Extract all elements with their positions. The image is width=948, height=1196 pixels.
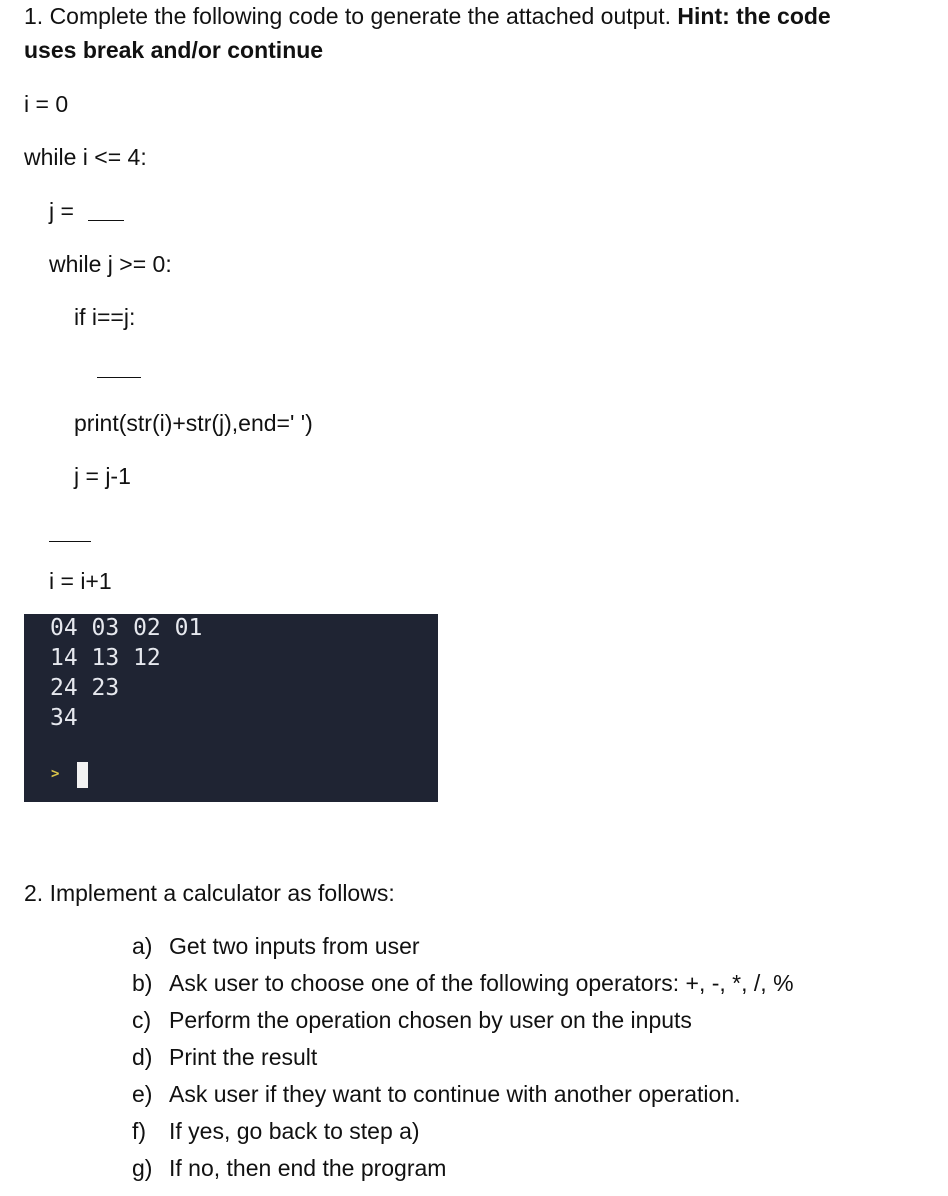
- code-line-j-decrement: j = j-1: [74, 463, 131, 489]
- code-line-if: if i==j:: [74, 304, 136, 330]
- list-item-text: If yes, go back to step a): [169, 1118, 420, 1144]
- code-line-outer-while: while i <= 4:: [24, 144, 147, 170]
- code-line-inner-while: while j >= 0:: [49, 251, 172, 277]
- list-item: [132, 1078, 741, 1110]
- question-1-text: 1. Complete the following code to generate the attached output.: [24, 3, 678, 29]
- question-2-title: 2. Implement a calculator as follows:: [24, 880, 395, 906]
- list-item-text: Perform the operation chosen by user on the inputs: [169, 1007, 692, 1033]
- list-item-text: Ask user to choose one of the following operators: +, -, *, /, %: [169, 970, 794, 996]
- list-item-text: Get two inputs from user: [169, 933, 420, 959]
- question-1-heading: [24, 0, 831, 33]
- output-line-4: 34: [50, 705, 78, 731]
- list-item-label: a): [132, 933, 153, 959]
- blank-after-inner-loop: [49, 541, 91, 542]
- code-line-j-assign: j =: [49, 198, 74, 224]
- blank-j-value: [88, 220, 124, 221]
- hint-text: Hint: the code: [677, 3, 831, 29]
- output-line-2: 14 13 12: [50, 645, 161, 671]
- cursor-icon: [77, 762, 88, 788]
- list-item: [132, 1115, 420, 1147]
- list-item-text: Ask user if they want to continue with another operation.: [169, 1081, 741, 1107]
- list-item: [132, 1152, 446, 1184]
- list-item-label: d): [132, 1044, 153, 1070]
- list-item: [132, 1041, 317, 1073]
- hint-text-continued: uses break and/or continue: [24, 37, 324, 63]
- list-item: [132, 930, 420, 962]
- list-item-label: e): [132, 1081, 153, 1107]
- output-line-1: 04 03 02 01: [50, 615, 203, 641]
- prompt-icon: >: [51, 766, 60, 782]
- code-line-i-increment: i = i+1: [49, 568, 112, 594]
- code-line-i-init: i = 0: [24, 91, 69, 117]
- list-item: [132, 967, 794, 999]
- code-line-print: print(str(i)+str(j),end=' '): [74, 410, 313, 436]
- blank-inside-if: [97, 377, 141, 378]
- list-item-text: Print the result: [169, 1044, 318, 1070]
- list-item-label: f): [132, 1118, 147, 1144]
- list-item-label: b): [132, 970, 153, 996]
- list-item-label: g): [132, 1155, 153, 1181]
- list-item-label: c): [132, 1007, 152, 1033]
- list-item-text: If no, then end the program: [169, 1155, 447, 1181]
- list-item: [132, 1004, 692, 1036]
- terminal-output: [24, 614, 438, 802]
- output-line-3: 24 23: [50, 675, 120, 701]
